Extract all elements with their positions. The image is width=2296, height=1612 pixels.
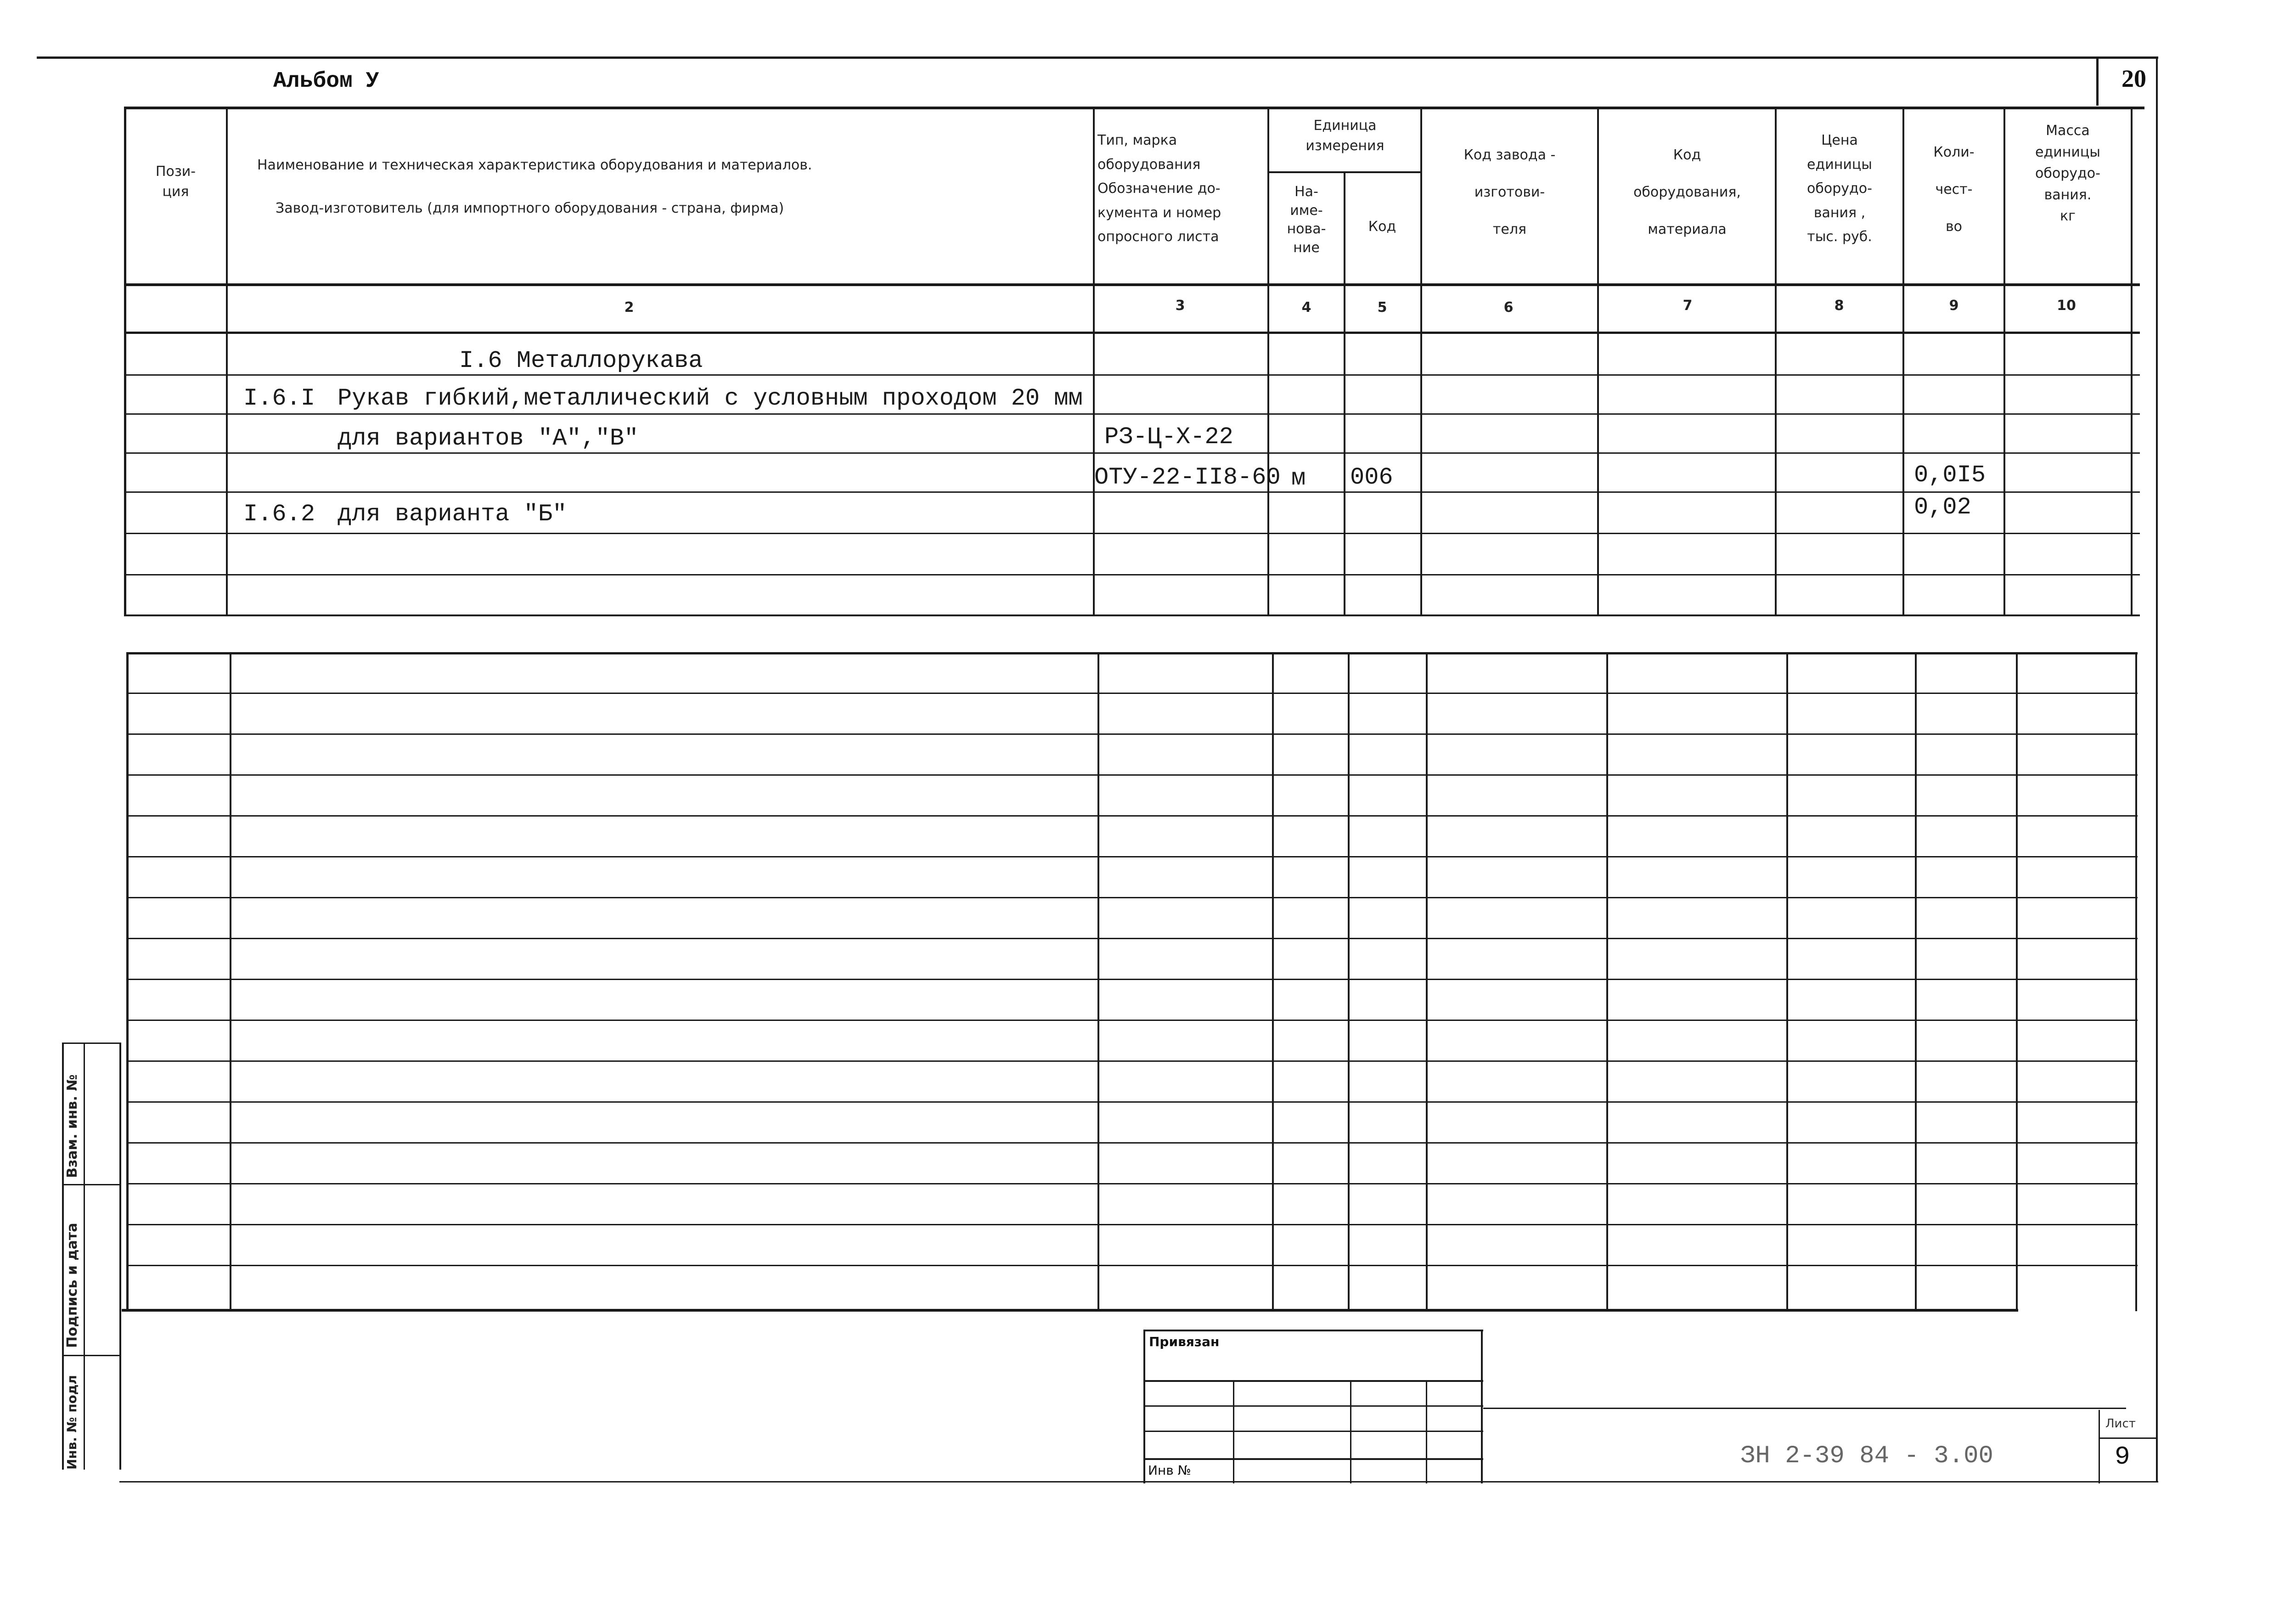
row-unit: м: [1291, 465, 1306, 492]
col-line: [124, 107, 126, 616]
row-line: [124, 374, 2140, 376]
row-line: [126, 938, 2138, 939]
page-box-left: [2096, 57, 2099, 106]
col-line: [1786, 652, 1788, 1311]
row-line: [126, 1101, 2138, 1103]
col-line: [2016, 652, 2018, 1311]
row-quantity: 0,02: [1914, 494, 1971, 521]
row-unit-code: 006: [1350, 464, 1393, 491]
stamp-line: [1143, 1380, 1483, 1382]
row-line: [126, 1060, 2138, 1062]
row-line: [126, 979, 2138, 980]
stamp-line: [1481, 1330, 1483, 1483]
stamp-line: [1143, 1405, 1483, 1407]
row-line: [124, 533, 2140, 534]
column-number: 3: [1175, 298, 1185, 314]
album-label: Альбом У: [273, 69, 379, 94]
section-title: I.6 Металлорукава: [459, 347, 703, 374]
header-price: Цена единицы оборудо- вания , тыс. руб.: [1807, 132, 1872, 245]
col-line: [1775, 107, 1777, 616]
margin-line: [62, 1355, 121, 1356]
row-line: [126, 1265, 2138, 1266]
row-name: Рукав гибкий,металлический с условным проходом 20 мм: [338, 385, 1083, 412]
row-line: [126, 693, 2138, 694]
column-number: 10: [2057, 298, 2076, 314]
right-border: [2156, 56, 2158, 1482]
col-line: [1420, 107, 1422, 616]
header-plant-code: Код завода - изготови- теля: [1463, 147, 1556, 237]
stamp-line: [1426, 1380, 1427, 1483]
row-line: [124, 491, 2140, 493]
col-line: [2131, 107, 2133, 616]
col-line: [1344, 172, 1345, 616]
col-line: [1426, 652, 1428, 1311]
row-name: для варианта "Б": [338, 501, 567, 528]
margin-line: [62, 1184, 121, 1185]
page-number: 20: [2122, 65, 2146, 92]
margin-line: [62, 1043, 64, 1470]
margin-line: [84, 1043, 85, 1470]
header-name-line1: Наименование и техническая характеристика оборудования и материалов.: [257, 157, 812, 173]
col-line: [1093, 107, 1095, 616]
row-position: I.6.I: [243, 385, 315, 412]
column-number: 7: [1683, 298, 1693, 314]
header-position: Пози- ция: [155, 163, 196, 200]
column-number: 4: [1301, 299, 1311, 316]
stamp-line: [1143, 1330, 1145, 1483]
header-unit-name: На- име- нова- ние: [1287, 184, 1326, 256]
header-unit-code: Код: [1368, 219, 1396, 235]
row-line: [126, 856, 2138, 857]
stamp-line: [1143, 1431, 1483, 1432]
col-line: [226, 107, 228, 616]
row-line: [126, 1183, 2138, 1184]
row-name: для вариантов "А","В": [338, 425, 639, 452]
side-label-vzam: Взам. инв. №: [64, 1074, 80, 1178]
row-type: РЗ-Ц-Х-22: [1104, 423, 1233, 451]
col-line: [126, 652, 129, 1311]
row-line: [126, 815, 2138, 817]
bottom-border: [119, 1481, 2158, 1482]
column-number: 2: [624, 299, 634, 316]
side-label-podpis: Подпись и дата: [64, 1223, 80, 1348]
col-line: [1097, 652, 1099, 1311]
column-number: 8: [1834, 298, 1844, 314]
lower-table-bottom: [122, 1309, 2018, 1312]
row-line: [124, 574, 2140, 575]
sheet-cell-left: [2099, 1410, 2100, 1483]
side-label-inv-podl: Инв. № подл: [64, 1375, 79, 1470]
sheet-label: Лист: [2105, 1417, 2136, 1431]
doc-code: ЗН 2-39 84 - 3.00: [1740, 1442, 1993, 1470]
table-top: [124, 107, 2144, 109]
header-name-line2: Завод-изготовитель (для импортного оборудования - страна, фирма): [276, 200, 784, 216]
margin-line: [119, 1043, 121, 1470]
stamp-line: [1143, 1330, 1483, 1331]
col-line: [1267, 107, 1269, 616]
row-line: [126, 1020, 2138, 1021]
sheet-number: 9: [2115, 1442, 2130, 1471]
stamp-inv-label: Инв №: [1148, 1463, 1191, 1478]
row-line: [126, 733, 2138, 735]
row-line: [126, 897, 2138, 898]
row-line: [124, 452, 2140, 454]
lower-table-top: [126, 652, 2138, 654]
numbers-row-bottom: [124, 332, 2140, 334]
top-border: [37, 56, 2158, 59]
col-line: [1915, 652, 1917, 1311]
column-number: 6: [1503, 299, 1514, 316]
col-line: [230, 652, 231, 1311]
row-line: [124, 614, 2140, 616]
col-line: [2003, 107, 2005, 616]
row-line: [126, 774, 2138, 776]
margin-line: [62, 1043, 121, 1044]
header-unit-group: Единица измерения: [1306, 118, 1384, 154]
row-quantity: 0,0I5: [1914, 462, 1986, 489]
col-line: [1272, 652, 1274, 1311]
column-number: 5: [1377, 299, 1387, 316]
row-type: ОТУ-22-II8-60: [1094, 464, 1281, 491]
header-quantity: Коли- чест- во: [1933, 144, 1975, 235]
row-line: [126, 1142, 2138, 1144]
stamp-line: [1233, 1380, 1234, 1483]
row-position: I.6.2: [243, 501, 315, 528]
row-line: [126, 1224, 2138, 1225]
bottom-block-top: [1483, 1408, 2126, 1409]
column-number: 9: [1949, 298, 1959, 314]
unit-group-split: [1267, 171, 1422, 173]
row-line: [124, 413, 2140, 415]
stamp-line: [1143, 1458, 1483, 1460]
header-mass: Масса единицы оборудо- вания. кг: [2035, 123, 2100, 224]
col-line: [1902, 107, 1904, 616]
col-line: [1348, 652, 1350, 1311]
sheet-cell-line: [2099, 1437, 2157, 1439]
header-type: Тип, марка оборудования Обозначение до- кумента и номер опросного листа: [1097, 132, 1221, 245]
col-line: [2135, 652, 2137, 1311]
col-line: [1606, 652, 1608, 1311]
col-line: [1597, 107, 1599, 616]
table-header-bottom: [124, 283, 2140, 286]
header-equipment-code: Код оборудования, материала: [1633, 147, 1741, 237]
stamp-bound-label: Привязан: [1149, 1334, 1220, 1349]
stamp-line: [1350, 1380, 1351, 1483]
